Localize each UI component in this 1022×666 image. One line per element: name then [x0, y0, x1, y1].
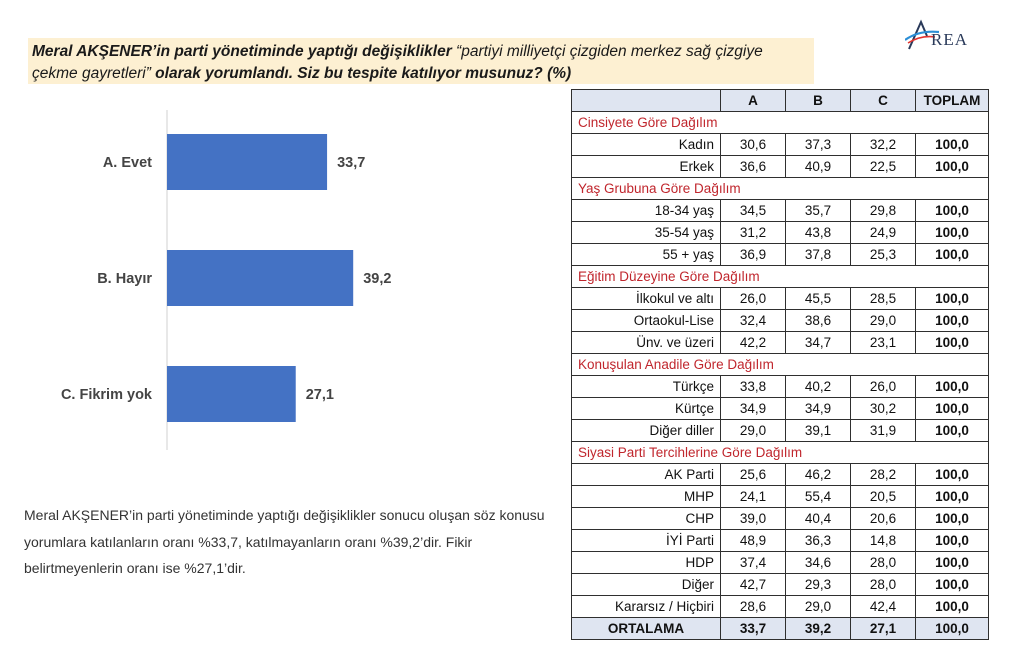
table-row [572, 552, 989, 574]
cell-b: 43,8 [786, 222, 851, 244]
bar-chart [0, 100, 560, 460]
cell-b: 45,5 [786, 288, 851, 310]
row-label: 55 + yaş [572, 244, 721, 266]
cell-total: 100,0 [916, 200, 989, 222]
average-a: 33,7 [721, 618, 786, 640]
cell-total: 100,0 [916, 508, 989, 530]
table-row [572, 244, 989, 266]
cell-c: 29,0 [851, 310, 916, 332]
table-row [572, 508, 989, 530]
cell-total: 100,0 [916, 552, 989, 574]
cell-b: 39,1 [786, 420, 851, 442]
table-row [572, 156, 989, 178]
row-label: Kadın [572, 134, 721, 156]
cell-c: 42,4 [851, 596, 916, 618]
row-label: HDP [572, 552, 721, 574]
cell-total: 100,0 [916, 222, 989, 244]
average-b: 39,2 [786, 618, 851, 640]
cell-c: 30,2 [851, 398, 916, 420]
section-header-row [572, 178, 989, 200]
average-row [572, 618, 989, 640]
cell-total: 100,0 [916, 486, 989, 508]
table-row [572, 200, 989, 222]
section-header-row [572, 442, 989, 464]
cell-b: 46,2 [786, 464, 851, 486]
value-label: 39,2 [363, 271, 392, 287]
row-label: 35-54 yaş [572, 222, 721, 244]
cell-a: 36,9 [721, 244, 786, 266]
row-label: Erkek [572, 156, 721, 178]
cell-total: 100,0 [916, 596, 989, 618]
cell-b: 34,7 [786, 332, 851, 354]
cell-total: 100,0 [916, 376, 989, 398]
cell-b: 34,6 [786, 552, 851, 574]
cell-b: 40,9 [786, 156, 851, 178]
row-label: Diğer diller [572, 420, 721, 442]
breakdown-table [571, 89, 989, 640]
table-row [572, 530, 989, 552]
cell-a: 31,2 [721, 222, 786, 244]
cell-c: 29,8 [851, 200, 916, 222]
bar [167, 366, 296, 422]
cell-b: 55,4 [786, 486, 851, 508]
cell-a: 29,0 [721, 420, 786, 442]
average-c: 27,1 [851, 618, 916, 640]
cell-a: 26,0 [721, 288, 786, 310]
section-title: Konuşulan Anadile Göre Dağılım [572, 354, 989, 376]
section-title: Cinsiyete Göre Dağılım [572, 112, 989, 134]
cell-total: 100,0 [916, 332, 989, 354]
table-row [572, 310, 989, 332]
table-row [572, 376, 989, 398]
row-label: Türkçe [572, 376, 721, 398]
cell-total: 100,0 [916, 244, 989, 266]
section-header-row [572, 266, 989, 288]
cell-b: 37,3 [786, 134, 851, 156]
cell-total: 100,0 [916, 530, 989, 552]
cell-b: 40,4 [786, 508, 851, 530]
cell-b: 29,0 [786, 596, 851, 618]
table-row [572, 134, 989, 156]
cell-total: 100,0 [916, 134, 989, 156]
cell-a: 37,4 [721, 552, 786, 574]
cell-c: 28,0 [851, 574, 916, 596]
summary-text: Meral AKŞENER’in parti yönetiminde yaptığı değişiklikler sonucu oluşan söz konusu yorumlara katılanların oranı %33,7, katılmayanların oranı %39,2’dir. Fikir belirtmeyenlerin oranı ise %27,1’dir. [24, 507, 545, 576]
cell-c: 24,9 [851, 222, 916, 244]
table-row [572, 398, 989, 420]
cell-a: 34,9 [721, 398, 786, 420]
table-row [572, 420, 989, 442]
cell-total: 100,0 [916, 310, 989, 332]
cell-total: 100,0 [916, 288, 989, 310]
category-label: A. Evet [102, 155, 152, 171]
table-row [572, 574, 989, 596]
value-label: 27,1 [305, 387, 334, 403]
cell-a: 48,9 [721, 530, 786, 552]
row-label: Kararsız / Hiçbiri [572, 596, 721, 618]
table-row [572, 596, 989, 618]
cell-c: 14,8 [851, 530, 916, 552]
col-header-b: B [786, 90, 851, 112]
cell-c: 32,2 [851, 134, 916, 156]
cell-c: 31,9 [851, 420, 916, 442]
row-label: Diğer [572, 574, 721, 596]
bar [167, 250, 353, 306]
cell-a: 39,0 [721, 508, 786, 530]
value-label: 33,7 [337, 155, 366, 171]
cell-c: 23,1 [851, 332, 916, 354]
row-label: 18-34 yaş [572, 200, 721, 222]
cell-a: 36,6 [721, 156, 786, 178]
section-header-row [572, 354, 989, 376]
cell-b: 29,3 [786, 574, 851, 596]
cell-total: 100,0 [916, 574, 989, 596]
cell-c: 28,2 [851, 464, 916, 486]
cell-total: 100,0 [916, 464, 989, 486]
average-label: ORTALAMA [572, 618, 721, 640]
table-header-blank [572, 90, 721, 112]
row-label: AK Parti [572, 464, 721, 486]
cell-a: 33,8 [721, 376, 786, 398]
cell-total: 100,0 [916, 420, 989, 442]
cell-c: 26,0 [851, 376, 916, 398]
cell-c: 28,5 [851, 288, 916, 310]
table-row [572, 332, 989, 354]
section-title: Eğitim Düzeyine Göre Dağılım [572, 266, 989, 288]
cell-b: 40,2 [786, 376, 851, 398]
question-text [32, 41, 812, 85]
cell-c: 28,0 [851, 552, 916, 574]
cell-c: 20,5 [851, 486, 916, 508]
table-header-row [572, 90, 989, 112]
cell-total: 100,0 [916, 398, 989, 420]
cell-b: 34,9 [786, 398, 851, 420]
cell-a: 42,2 [721, 332, 786, 354]
row-label: İYİ Parti [572, 530, 721, 552]
section-title: Siyasi Parti Tercihlerine Göre Dağılım [572, 442, 989, 464]
table-row [572, 486, 989, 508]
row-label: Ünv. ve üzeri [572, 332, 721, 354]
question-part-3: olarak yorumlandı. Siz bu tespite katılıyor musunuz? (%) [150, 65, 572, 82]
cell-a: 24,1 [721, 486, 786, 508]
row-label: Ortaokul-Lise [572, 310, 721, 332]
section-header-row [572, 112, 989, 134]
category-label: C. Fikrim yok [60, 387, 152, 403]
cell-b: 38,6 [786, 310, 851, 332]
cell-b: 36,3 [786, 530, 851, 552]
cell-a: 28,6 [721, 596, 786, 618]
cell-c: 20,6 [851, 508, 916, 530]
table-row [572, 288, 989, 310]
area-logo-text: REA [931, 30, 968, 49]
col-header-a: A [721, 90, 786, 112]
bar [167, 134, 327, 190]
col-header-total: TOPLAM [916, 90, 989, 112]
row-label: İlkokul ve altı [572, 288, 721, 310]
col-header-c: C [851, 90, 916, 112]
cell-a: 34,5 [721, 200, 786, 222]
row-label: CHP [572, 508, 721, 530]
cell-a: 30,6 [721, 134, 786, 156]
table-row [572, 222, 989, 244]
cell-b: 35,7 [786, 200, 851, 222]
cell-total: 100,0 [916, 156, 989, 178]
area-logo [905, 16, 985, 52]
row-label: MHP [572, 486, 721, 508]
cell-a: 42,7 [721, 574, 786, 596]
row-label: Kürtçe [572, 398, 721, 420]
cell-b: 37,8 [786, 244, 851, 266]
question-part-1: Meral AKŞENER’in parti yönetiminde yaptığı değişiklikler [32, 43, 452, 60]
cell-c: 22,5 [851, 156, 916, 178]
cell-a: 25,6 [721, 464, 786, 486]
question-part-2: “partiyi milliyetçi çizgiden merkez sağ çizgiye çekme gayretleri” [32, 43, 763, 82]
category-label: B. Hayır [97, 271, 152, 287]
average-total: 100,0 [916, 618, 989, 640]
table-row [572, 464, 989, 486]
cell-a: 32,4 [721, 310, 786, 332]
section-title: Yaş Grubuna Göre Dağılım [572, 178, 989, 200]
cell-c: 25,3 [851, 244, 916, 266]
